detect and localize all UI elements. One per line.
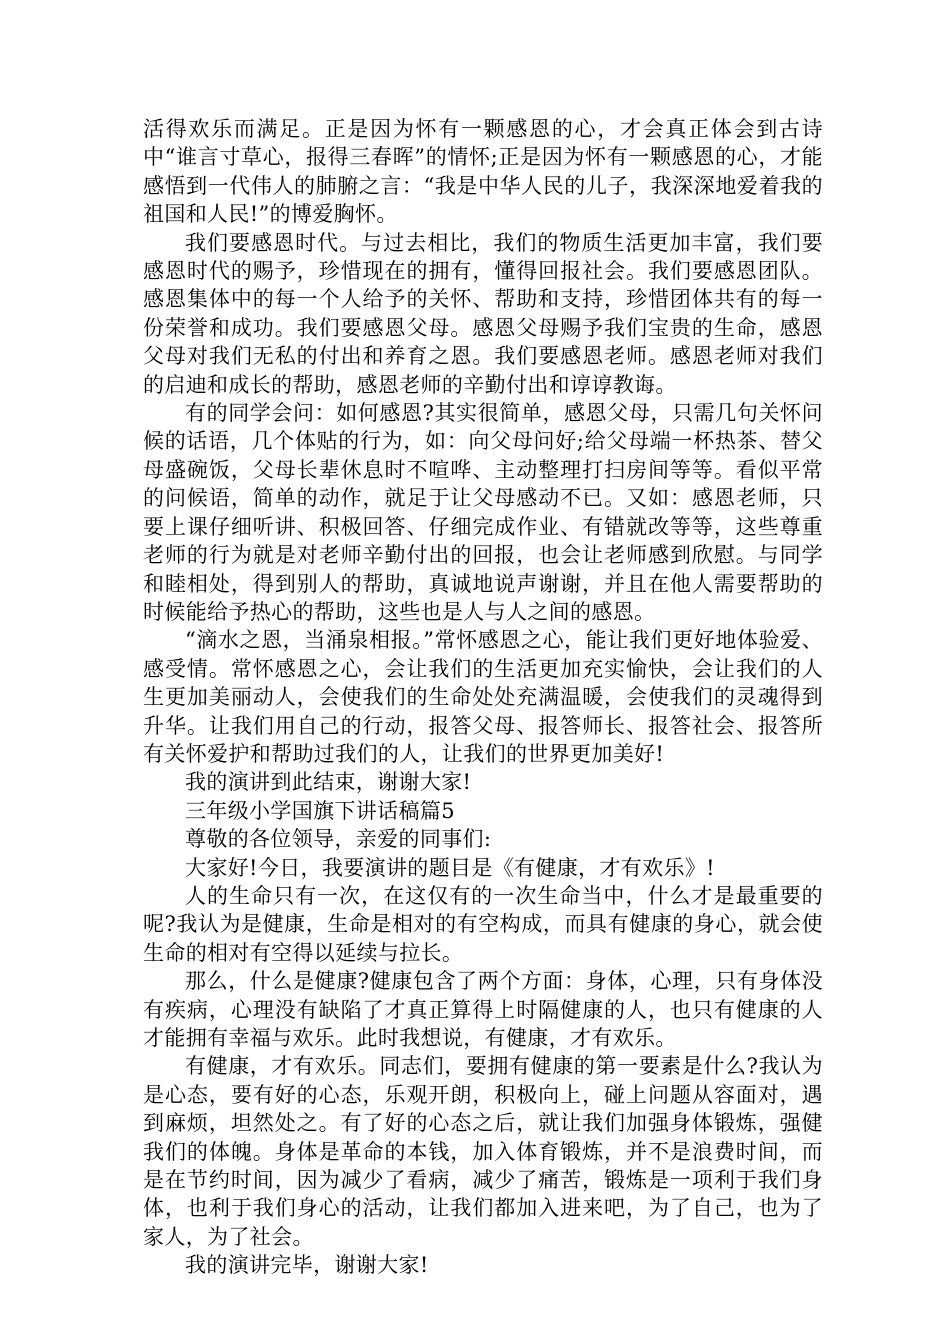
document-body (143, 115, 823, 1280)
paragraph-life-once: 人的生命只有一次，在这仅有的一次生命当中，什么才是最重要的呢?我认为是健康，生命是相对的有空构成，而具有健康的身心，就会使生命的相对有空得以延续与拉长。 (143, 883, 823, 965)
paragraph-salutation: 尊敬的各位领导，亲爱的同事们: (185, 827, 492, 852)
paragraph-water-drop: “滴水之恩，当涌泉相报。”常怀感恩之心，能让我们更好地体验爱、感受情。常怀感恩之心，会让我们的生活更加充实愉快，会让我们的人生更加美丽动人，会使我们的生命处处充满温暖，会使我们的灵魂得到升华。让我们用自己的行动，报答父母、报答师长、报答社会、报答所有关怀爱护和帮助过我们的人，让我们的世界更加美好! (143, 628, 823, 766)
paragraph-how-to-thank: 有的同学会问：如何感恩?其实很简单，感恩父母，只需几句关怀问候的话语，几个体贴的行为，如：向父母问好;给父母端一杯热茶、替父母盛碗饭，父母长辈休息时不喧哗、主动整理打扫房间等等。看似平常的问候语，简单的动作，就足于让父母感动不已。又如：感恩老师，只要上课仔细听讲、积极回答、仔细完成作业、有错就改等等，这些尊重老师的行为就是对老师辛勤付出的回报，也会让老师感到欣慰。与同学和睦相处，得到别人的帮助，真诚地说声谢谢，并且在他人需要帮助的时候能给予热心的帮助，这些也是人与人之间的感恩。 (143, 401, 823, 624)
section-title: 三年级小学国旗下讲话稿篇5 (185, 798, 455, 823)
paragraph-closing-1: 我的演讲到此结束，谢谢大家! (185, 770, 472, 795)
paragraph-what-is-health: 那么，什么是健康?健康包含了两个方面：身体，心理，只有身体没有疾病，心理没有缺陷了才真正算得上时隔健康的人，也只有健康的人才能拥有幸福与欢乐。此时我想说，有健康，才有欢乐。 (143, 969, 823, 1050)
paragraph-greeting: 大家好!今日，我要演讲的题目是《有健康，才有欢乐》! (185, 855, 715, 880)
paragraph-attitude: 有健康，才有欢乐。同志们，要拥有健康的第一要素是什么?我认为是心态，要有好的心态，乐观开朗，积极向上，碰上问题从容面对，遇到麻烦，坦然处之。有了好的心态之后，就让我们加强身体锻炼，强健我们的体魄。身体是革命的本钱，加入体育锻炼，并不是浪费时间，而是在节约时间，因为减少了看病，减少了痛苦，锻炼是一项利于我们身体，也利于我们身心的活动，让我们都加入进来吧，为了自己，也为了家人，为了社会。 (143, 1054, 823, 1249)
paragraph-closing-2: 我的演讲完毕，谢谢大家! (185, 1253, 429, 1278)
paragraph-gratitude-list: 我们要感恩时代。与过去相比，我们的物质生活更加丰富，我们要感恩时代的赐予，珍惜现在的拥有，懂得回报社会。我们要感恩团队。感恩集体中的每一个人给予的关怀、帮助和支持，珍惜团体共有的每一份荣誉和成功。我们要感恩父母。感恩父母赐予我们宝贵的生命，感恩父母对我们无私的付出和养育之恩。我们要感恩老师。感恩老师对我们的启迪和成长的帮助，感恩老师的辛勤付出和谆谆教诲。 (143, 230, 823, 397)
paragraph-gratitude-heart: 活得欢乐而满足。正是因为怀有一颗感恩的心，才会真正体会到古诗中“谁言寸草心，报得三春晖”的情怀;正是因为怀有一颗感恩的心，才能感悟到一代伟人的肺腑之言：“我是中华人民的儿子，我深深地爱着我的祖国和人民!”的博爱胸怀。 (143, 117, 823, 227)
